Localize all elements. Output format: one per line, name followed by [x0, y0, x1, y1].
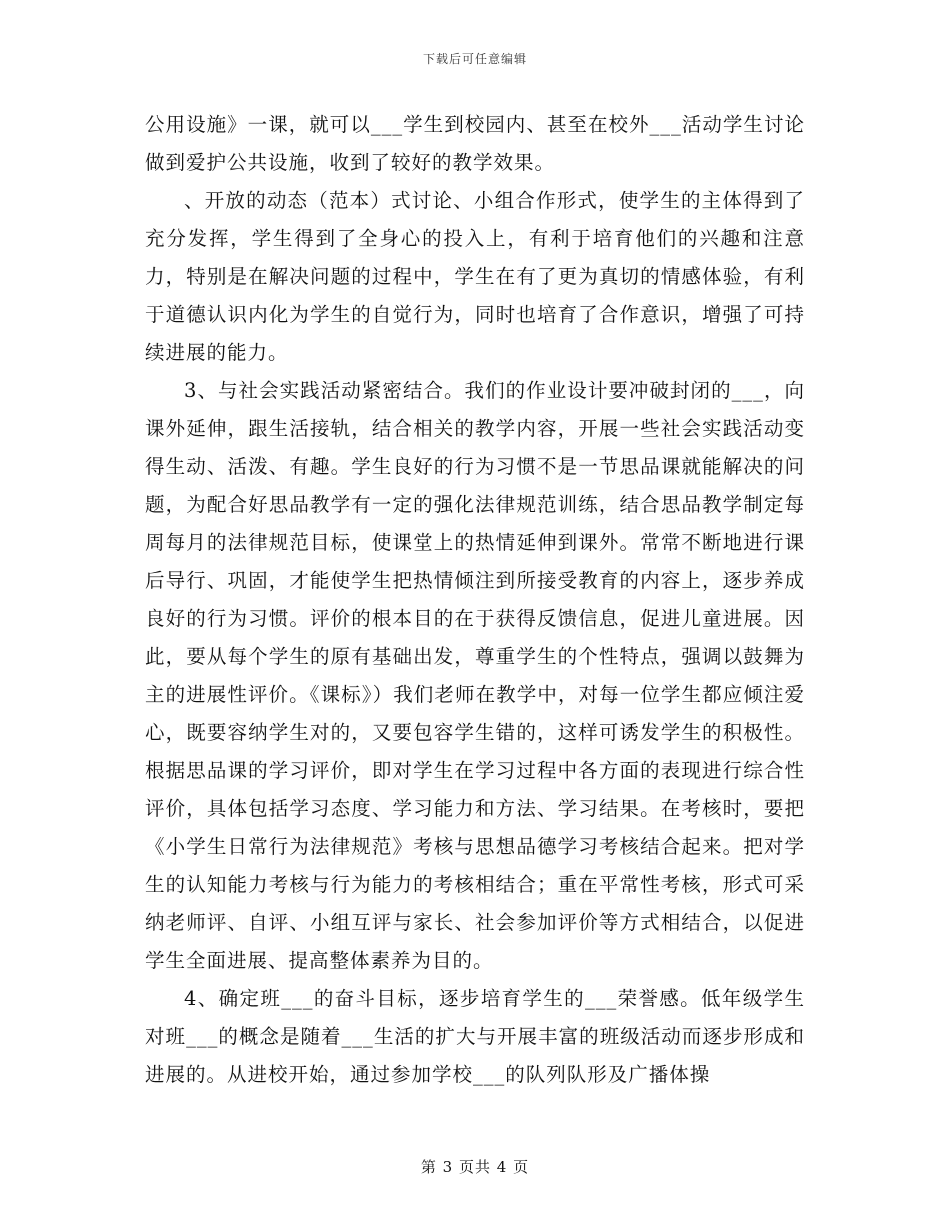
page-footer: 第 3 页共 4 页: [420, 1158, 530, 1176]
paragraph-class-goals: 4、确定班___的奋斗目标，逐步培育学生的___荣誉感。低年级学生对班___的概念是随着___生活的扩大与开展丰富的班级活动而逐步形成和进展的。从进校开始，通过参加学校___的队列队形及广播体操: [145, 987, 805, 1086]
document-body: [145, 106, 805, 1094]
page-header: 下载后可任意编辑: [422, 52, 527, 66]
paragraph-social-practice: 3、与社会实践活动紧密结合。我们的作业设计要冲破封闭的___，向课外延伸，跟生活接轨，结合相关的教学内容，开展一些社会实践活动变得生动、活泼、有趣。学生良好的行为习惯不是一节思品课就能解决的问题，为配合好思品教学有一定的强化法律规范训练，结合思品教学制定每周每月的法律规范目标，使课堂上的热情延伸到课外。常常不断地进行课后导行、巩固，才能使学生把热情倾注到所接受教育的内容上，逐步养成良好的行为习惯。评价的根本目的在于获得反馈信息，促进儿童进展。因此，要从每个学生的原有基础出发，尊重学生的个性特点，强调以鼓舞为主的进展性评价。《课标》）我们老师在教学中，对每一位学生都应倾注爱心，既要容纳学生对的，又要包容学生错的，这样可诱发学生的积极性。根据思品课的学习评价，即对学生在学习过程中各方面的表现进行综合性评价，具体包括学习态度、学习能力和方法、学习结果。在考核时，要把《小学生日常行为法律规范》考核与思想品德学习考核结合起来。把对学生的认知能力考核与行为能力的考核相结合；重在平常性考核，形式可采纳老师评、自评、小组互评与家长、社会参加评价等方式相结合，以促进学生全面进展、提高整体素养为目的。: [145, 379, 805, 972]
paragraph-open-discussion: 、开放的动态（范本）式讨论、小组合作形式，使学生的主体得到了充分发挥，学生得到了全身心的投入上，有利于培育他们的兴趣和注意力，特别是在解决问题的过程中，学生在有了更为真切的情感体验，有利于道德认识内化为学生的自觉行为，同时也培育了合作意识，增强了可持续进展的能力。: [145, 189, 805, 364]
paragraph-continuation: 公用设施》一课，就可以___学生到校园内、甚至在校外___活动学生讨论做到爱护公共设施，收到了较好的教学效果。: [145, 113, 805, 174]
